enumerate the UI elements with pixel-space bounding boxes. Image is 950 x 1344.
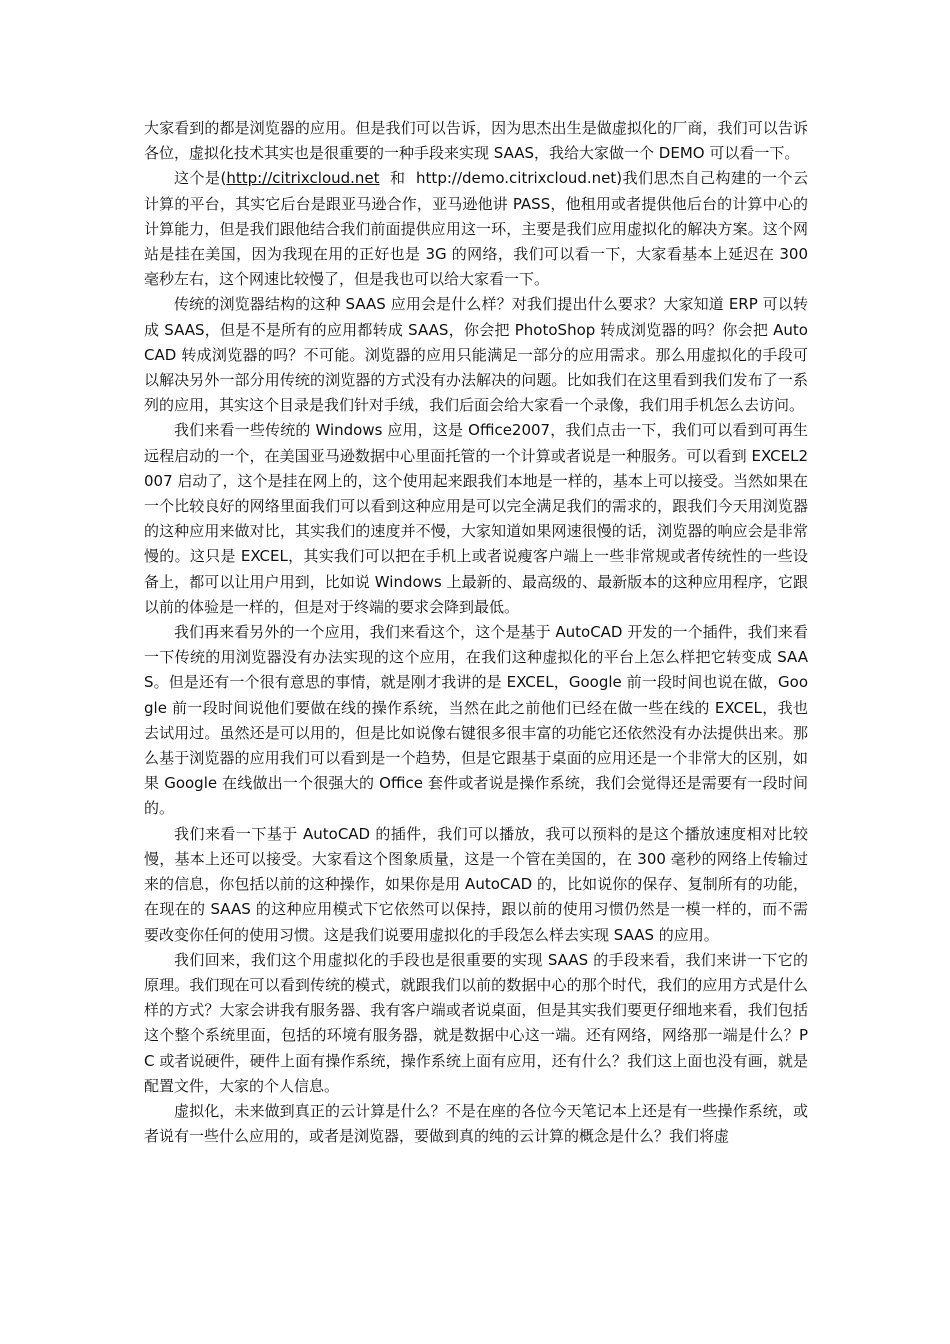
- demo-citrixcloud-url: http://demo.citrixcloud.net: [416, 169, 617, 188]
- paragraph-4: 我们来看一些传统的 Windows 应用，这是 Office2007，我们点击一下，我们可以看到可再生远程启动的一个，在美国亚马逊数据中心里面托管的一个计算或者说是一种服务。可以看到 EXCEL2007 启动了，这个是挂在网上的，这个使用起来跟我们本地是一样的，基本上可以接受。当然如果在一个比较良好的网络里面我们可以看到这种应用是可以完全满足我们的需求的，跟我们今天用浏览器的这种应用来做对比，其实我们的速度并不慢，大家知道如果网速很慢的话，浏览器的响应会是非常慢的。这只是 EXCEL，其实我们可以把在手机上或者说瘦客户端上一些非常规或者传统性的一些设备上，都可以让用户用到，比如说 Windows 上最新的、最高级的、最新版本的这种应用程序，它跟以前的体验是一样的，但是对于终端的要求会降到最低。: [144, 421, 808, 616]
- paragraph-1: 大家看到的都是浏览器的应用。但是我们可以告诉，因为思杰出生是做虚拟化的厂商，我们可以告诉各位，虚拟化技术其实也是很重要的一种手段来实现 SAAS，我给大家做一个 DEMO 可以看一下。: [144, 119, 808, 163]
- paragraph-2-conjunction: 和: [379, 169, 417, 188]
- document-body: [144, 116, 808, 1149]
- paragraph-6: 我们来看一下基于 AutoCAD 的插件，我们可以播放，我可以预料的是这个播放速度相对比较慢，基本上还可以接受。大家看这个图象质量，这是一个管在美国的，在 300 毫秒的网络上传输过来的信息，你包括以前的这种操作，如果你是用 AutoCAD 的，比如说你的保存、复制所有的功能，在现在的 SAAS 的这种应用模式下它依然可以保持，跟以前的使用习惯仍然是一模一样的，而不需要改变你任何的使用习惯。这是我们说要用虚拟化的手段怎么样去实现 SAAS 的应用。: [144, 824, 808, 944]
- paragraph-8: 虚拟化，未来做到真正的云计算是什么？不是在座的各位今天笔记本上还是有一些操作系统，或者说有一些什么应用的，或者是浏览器，要做到真的纯的云计算的概念是什么？我们将虚: [144, 1101, 808, 1146]
- paragraph-7: 我们回来，我们这个用虚拟化的手段也是很重要的实现 SAAS 的手段来看，我们来讲一下它的原理。我们现在可以看到传统的模式，就跟我们以前的数据中心的那个时代，我们的应用方式是什么样的方式？大家会讲我有服务器、我有客户端或者说桌面，但是其实我们要更仔细地来看，我们包括这个整个系统里面，包括的环境有服务器，就是数据中心这一端。还有网络，网络那一端是什么？PC 或者说硬件，硬件上面有操作系统，操作系统上面有应用，还有什么？我们这上面也没有画，就是配置文件，大家的个人信息。: [144, 950, 808, 1095]
- paragraph-2-body: )我们思杰自己构建的一个云计算的平台，其实它后台是跟亚马逊合作，亚马逊他讲 PASS，他租用或者提供他后台的计算中心的计算能力，但是我们跟他结合我们前面提供应用这一环，主要是我们应用虚拟化的解决方案。这个网站是挂在美国，因为我现在用的正好也是 3G 的网络，我们可以看一下，大家看基本上延迟在 300 毫秒左右，这个网速比较慢了，但是我也可以给大家看一下。: [144, 169, 809, 289]
- citrixcloud-link[interactable]: http://citrixcloud.net: [226, 169, 380, 188]
- paragraph-5: 我们再来看另外的一个应用，我们来看这个，这个是基于 AutoCAD 开发的一个插件，我们来看一下传统的用浏览器没有办法实现的这个应用，在我们这种虚拟化的平台上怎么样把它转变成 SAAS。但是还有一个很有意思的事情，就是刚才我讲的是 EXCEL，Google 前一段时间也说在做，Google 前一段时间说他们要做在线的操作系统，当然在此之前他们已经在做一些在线的 EXCEL，我也去试用过。虽然还是可以用的，但是比如说像右键很多很丰富的功能它还依然没有办法提供出来。那么基于浏览器的应用我们可以看到是一个趋势，但是它跟基于桌面的应用还是一个非常大的区别，如果 Google 在线做出一个很强大的 Office 套件或者说是操作系统，我们会觉得还是需要有一段时间的。: [144, 623, 808, 818]
- paragraph-3: 传统的浏览器结构的这种 SAAS 应用会是什么样？对我们提出什么要求？大家知道 ERP 可以转成 SAAS，但是不是所有的应用都转成 SAAS，你会把 PhotoShop 转成浏览器的吗？你会把 AutoCAD 转成浏览器的吗？不可能。浏览器的应用只能满足一部分的应用需求。那么用虚拟化的手段可以解决另外一部分用传统的浏览器的方式没有办法解决的问题。比如我们在这里看到我们发布了一系列的应用，其实这个目录是我们针对手绒，我们后面会给大家看一个录像，我们用手机怎么去访问。: [144, 295, 808, 415]
- paragraph-2-lead: 这个是(: [174, 169, 227, 188]
- paragraph-2: [144, 166, 808, 292]
